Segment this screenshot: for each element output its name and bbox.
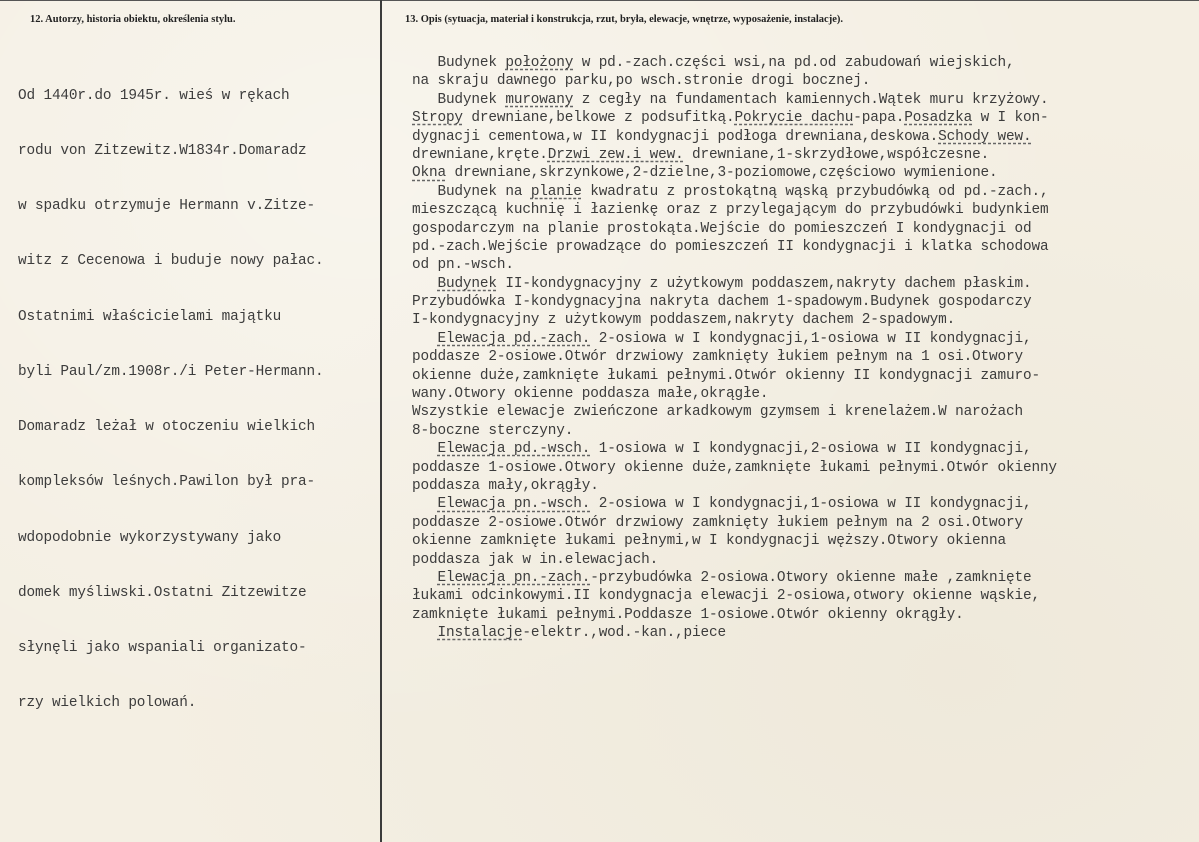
text-segment: -papa. <box>853 110 905 127</box>
underlined-term: Drzwi zew.i wew. <box>547 146 684 163</box>
text-line <box>412 440 1057 458</box>
text-line <box>412 109 1057 127</box>
text-line <box>412 220 1057 238</box>
text-segment: łukami odcinkowymi.II kondygnacja elewacji 2-osiowa,otwory okienne wąskie, <box>412 588 1040 605</box>
text-segment: drewniane,belkowe z podsufitką. <box>462 110 735 127</box>
text-segment: zamknięte łukami pełnymi.Poddasze 1-osiowe.Otwór okienny okrągły. <box>412 606 964 623</box>
text-line <box>412 54 1057 72</box>
top-border-line <box>0 0 1199 1</box>
underlined-term: Budynek <box>437 275 497 292</box>
text-line: rzy wielkich polowań. <box>18 695 197 712</box>
text-line <box>412 128 1057 146</box>
text-segment: poddasze 2-osiowe.Otwór drzwiowy zamknięty łukiem pełnym na 1 osi.Otwory <box>412 349 1023 366</box>
text-segment: Budynek na <box>412 183 531 200</box>
text-segment: w pd.-zach.części wsi,na pd.od zabudowań wiejskich, <box>573 55 1015 71</box>
underlined-term: Elewacja pn.-zach. <box>437 569 591 586</box>
text-segment: drewniane,1-skrzydłowe,współczesne. <box>683 146 990 163</box>
text-segment: drewniane,skrzynkowe,2-dzielne,3-poziomowe,częściowo wymienione. <box>445 165 998 182</box>
text-line <box>412 348 1057 366</box>
text-line <box>412 238 1057 256</box>
text-segment: poddasza mały,okrągły. <box>412 477 599 494</box>
section-13-text <box>412 54 1057 643</box>
text-segment: okienne duże,zamknięte łukami pełnymi.Otwór okienny II kondygnacji zamuro- <box>412 367 1040 384</box>
text-line <box>412 201 1057 219</box>
text-line <box>412 311 1057 329</box>
text-line <box>412 495 1057 513</box>
text-line <box>412 624 1057 642</box>
column-divider <box>380 0 382 842</box>
text-line: wdopodobnie wykorzystywany jako <box>18 529 282 546</box>
text-segment: wany.Otwory okienne poddasza małe,okrągłe. <box>412 386 769 403</box>
text-line: Domaradz leżał w otoczeniu wielkich <box>18 419 316 436</box>
underlined-term: Elewacja pd.-wsch. <box>437 441 591 458</box>
text-line <box>412 532 1057 550</box>
underlined-term: planie <box>530 183 582 200</box>
text-line <box>412 477 1057 495</box>
text-segment: -przybudówka 2-osiowa.Otwory okienne małe ,zamknięte <box>590 569 1032 586</box>
text-line <box>412 72 1057 90</box>
text-line <box>412 367 1057 385</box>
text-line: kompleksów leśnych.Pawilon był pra- <box>18 474 316 491</box>
underlined-term: Pokrycie dachu <box>734 110 854 127</box>
text-segment: poddasza jak w in.elewacjach. <box>412 551 659 568</box>
text-line: Ostatnimi właścicielami majątku <box>18 308 282 325</box>
text-segment <box>412 441 437 457</box>
underlined-term: Elewacja pn.-wsch. <box>437 496 591 513</box>
text-segment: mieszczącą kuchnię i łazienkę oraz z przylegającym do przybudówki budynkiem <box>412 202 1049 219</box>
text-segment: 8-boczne sterczyny. <box>412 422 574 439</box>
text-segment: od pn.-wsch. <box>412 257 514 274</box>
text-segment <box>412 570 437 586</box>
text-segment <box>412 276 437 292</box>
section-12-heading: 12. Autorzy, historia obiektu, określenia stylu. <box>30 14 236 25</box>
text-segment: Przybudówka I-kondygnacyjna nakryta dachem 1-spadowym.Budynek gospodarczy <box>412 294 1032 311</box>
text-line <box>412 330 1057 348</box>
text-segment: poddasze 2-osiowe.Otwór drzwiowy zamknięty łukiem pełnym na 2 osi.Otwory <box>412 514 1023 531</box>
text-line <box>412 569 1057 587</box>
text-line <box>412 256 1057 274</box>
text-segment: 2-osiowa w I kondygnacji,1-osiowa w II kondygnacji, <box>590 330 1032 347</box>
underlined-term: Posadzka <box>904 110 973 127</box>
text-segment: gospodarczym na planie prostokąta.Wejście do pomieszczeń I kondygnacji od <box>412 220 1032 237</box>
text-segment: drewniane,kręte. <box>412 146 548 163</box>
underlined-term: Schody wew. <box>938 128 1032 145</box>
text-segment <box>412 331 437 347</box>
text-segment: na skraju dawnego parku,po wsch.stronie drogi bocznej. <box>412 73 871 90</box>
text-line <box>412 146 1057 164</box>
text-segment: poddasze 1-osiowe.Otwory okienne duże,zamknięte łukami pełnymi.Otwór okienny <box>412 459 1057 476</box>
text-segment: -elektr.,wod.-kan.,piece <box>522 625 726 642</box>
section-13-heading: 13. Opis (sytuacja, materiał i konstrukcja, rzut, bryła, elewacje, wnętrze, wyposażenie, instalacje). <box>405 14 844 25</box>
text-line: byli Paul/zm.1908r./i Peter-Hermann. <box>18 363 324 380</box>
text-segment <box>412 625 437 641</box>
text-line <box>412 551 1057 569</box>
text-segment <box>412 496 437 512</box>
text-segment: Budynek <box>412 55 506 71</box>
text-segment: kwadratu z prostokątną wąską przybudówką od pd.-zach., <box>581 183 1049 200</box>
text-segment: 2-osiowa w I kondygnacji,1-osiowa w II kondygnacji, <box>590 496 1032 513</box>
text-line <box>412 606 1057 624</box>
text-line <box>412 91 1057 109</box>
text-line <box>412 403 1057 421</box>
text-line <box>412 183 1057 201</box>
text-segment: Budynek <box>412 91 506 108</box>
text-line <box>412 275 1057 293</box>
text-segment: Wszystkie elewacje zwieńczone arkadkowym gzymsem i krenelażem.W narożach <box>412 404 1023 421</box>
text-segment: 1-osiowa w I kondygnacji,2-osiowa w II kondygnacji, <box>590 441 1032 458</box>
text-line <box>412 459 1057 477</box>
text-line <box>412 587 1057 605</box>
text-segment: II-kondygnacyjny z użytkowym poddaszem,nakryty dachem płaskim. <box>496 275 1032 292</box>
text-line: domek myśliwski.Ostatni Zitzewitze <box>18 584 307 601</box>
text-line: słynęli jako wspaniali organizato- <box>18 640 307 656</box>
text-line <box>412 422 1057 440</box>
text-segment: w I kon- <box>972 110 1049 127</box>
underlined-term: położony <box>505 55 574 71</box>
underlined-term: Elewacja pd.-zach. <box>437 330 591 347</box>
underlined-term: murowany <box>505 91 574 108</box>
text-segment: okienne zamknięte łukami pełnymi,w I kondygnacji węższy.Otwory okienna <box>412 533 1007 550</box>
underlined-term: Stropy <box>412 110 463 127</box>
text-line: witz z Cecenowa i buduje nowy pałac. <box>18 253 324 270</box>
text-line <box>412 164 1057 182</box>
text-line <box>412 385 1057 403</box>
text-segment: I-kondygnacyjny z użytkowym poddaszem,nakryty dachem 2-spadowym. <box>412 312 956 329</box>
text-line: w spadku otrzymuje Hermann v.Zitze- <box>18 198 316 215</box>
text-line: rodu von Zitzewitz.W1834r.Domaradz <box>18 143 307 160</box>
text-line <box>412 293 1057 311</box>
underlined-term: Okna <box>412 165 446 182</box>
section-12-text <box>18 50 324 749</box>
text-segment: pd.-zach.Wejście prowadzące do pomieszczeń II kondygnacji i klatka schodowa <box>412 238 1049 255</box>
text-line <box>412 514 1057 532</box>
text-segment: dygnacji cementowa,w II kondygnacji podłoga drewniana,deskowa. <box>412 128 939 145</box>
text-line: Od 1440r.do 1945r. wieś w rękach <box>18 87 290 104</box>
underlined-term: Instalacje <box>437 625 523 642</box>
text-segment: z cegły na fundamentach kamiennych.Wątek muru krzyżowy. <box>573 91 1049 108</box>
